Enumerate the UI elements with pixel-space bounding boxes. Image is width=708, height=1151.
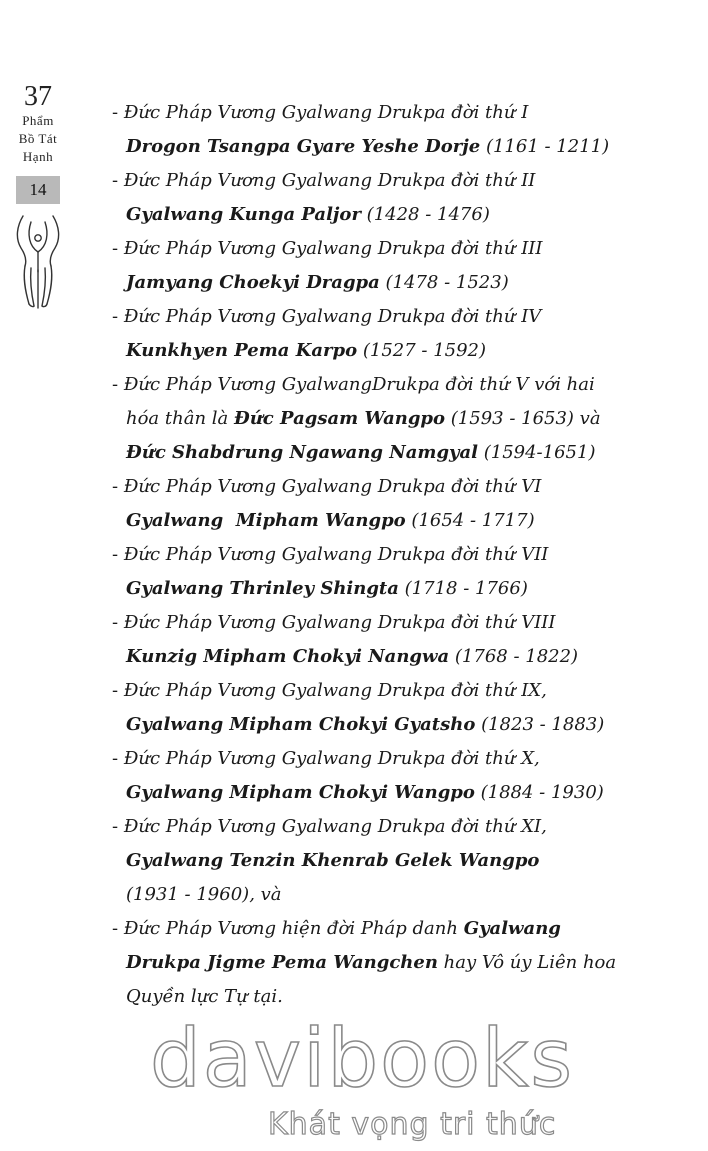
list-bullet: - [112,102,119,123]
chapter-marker [6,82,70,312]
list-item [112,470,692,538]
list-item [112,606,692,674]
list-bullet: - [112,544,119,565]
entry-name: Gyalwang Tenzin Khenrab Gelek Wangpo [126,850,540,871]
entry-name: Kunkhyen Pema Karpo [126,340,358,361]
entry-name: Đức Pagsam Wangpo [233,408,446,429]
entry-dates: (1823 - 1883) [481,714,605,735]
entry-dates: (1884 - 1930) [480,782,604,803]
list-bullet: - [112,918,119,939]
chapter-number: 37 [24,81,52,112]
entry-name: Gyalwang Kunga Paljor [126,204,361,225]
entry-title: Đức Pháp Vương Gyalwang Drukpa đời thứ VII [123,544,549,565]
list-bullet: - [112,170,119,191]
entry-name: Gyalwang Thrinley Shingta [126,578,399,599]
entry-name: Gyalwang Mipham Wangpo [126,510,406,531]
chapter-word-1: Phẩm [22,113,54,128]
entry-dates: (1768 - 1822) [454,646,579,667]
entry-title: Đức Pháp Vương Gyalwang Drukpa đời thứ II [123,170,536,191]
entry-name: Gyalwang Mipham Chokyi Gyatsho [126,714,476,735]
chapter-word-2: Bồ Tát [18,131,58,146]
entry-title: Đức Pháp Vương Gyalwang Drukpa đời thứ VI [123,476,542,497]
list-item [112,742,692,810]
list-item [112,232,692,300]
entry-title: Đức Pháp Vương GyalwangDrukpa đời thứ V với hai [123,374,595,395]
entry-dates: (1593 - 1653) và [450,408,601,429]
entry-title: Đức Pháp Vương Gyalwang Drukpa đời thứ I [123,102,529,123]
list-item [112,368,692,470]
list-item [112,912,692,1014]
entry-prefix: Đức Pháp Vương hiện đời Pháp danh [123,918,458,939]
list-bullet: - [112,816,119,837]
list-bullet: - [112,748,119,769]
entry-title: Đức Pháp Vương Gyalwang Drukpa đời thứ IX, [123,680,547,701]
list-bullet: - [112,238,119,259]
entry-prefix: hóa thân là [126,408,229,429]
entry-dates: (1718 - 1766) [404,578,528,599]
entry-dates: (1161 - 1211) [485,136,610,157]
entry-name: Gyalwang Mipham Chokyi Wangpo [126,782,475,803]
entry-title: Đức Pháp Vương Gyalwang Drukpa đời thứ X, [123,748,540,769]
entry-name: Jamyang Choekyi Dragpa [126,272,380,293]
entry-dates: (1654 - 1717) [411,510,535,531]
entry-name-start: Gyalwang [463,918,561,939]
entry-name-2: Đức Shabdrung Ngawang Namgyal [126,442,478,463]
list-item [112,810,692,912]
page-number: 14 [16,176,60,204]
list-item [112,164,692,232]
entry-name: Kunzig Mipham Chokyi Nangwa [126,646,450,667]
watermark-logo: davibooks [150,1012,575,1105]
lineage-list [112,96,692,1014]
entry-dates: (1931 - 1960), và [126,884,282,905]
list-bullet: - [112,374,119,395]
list-bullet: - [112,306,119,327]
hand-mudra-icon [13,212,63,312]
list-item [112,674,692,742]
list-bullet: - [112,612,119,633]
watermark-tagline: Khát vọng tri thức [268,1107,557,1142]
entry-name: Drogon Tsangpa Gyare Yeshe Dorje [126,136,481,157]
list-bullet: - [112,680,119,701]
entry-ending: Quyền lực Tự tại. [126,986,283,1007]
entry-dates: (1527 - 1592) [362,340,487,361]
entry-dates: (1428 - 1476) [366,204,490,225]
entry-suffix: hay Vô úy Liên hoa [443,952,617,973]
chapter-word-3: Hạnh [22,149,54,164]
entry-dates-2: (1594-1651) [483,442,596,463]
entry-title: Đức Pháp Vương Gyalwang Drukpa đời thứ XI, [123,816,547,837]
entry-title: Đức Pháp Vương Gyalwang Drukpa đời thứ IV [123,306,542,327]
entry-title: Đức Pháp Vương Gyalwang Drukpa đời thứ III [123,238,543,259]
list-bullet: - [112,476,119,497]
list-item [112,96,692,164]
entry-title: Đức Pháp Vương Gyalwang Drukpa đời thứ VIII [123,612,556,633]
entry-name: Drukpa Jigme Pema Wangchen [126,952,438,973]
entry-dates: (1478 - 1523) [385,272,509,293]
list-item [112,538,692,606]
list-item [112,300,692,368]
